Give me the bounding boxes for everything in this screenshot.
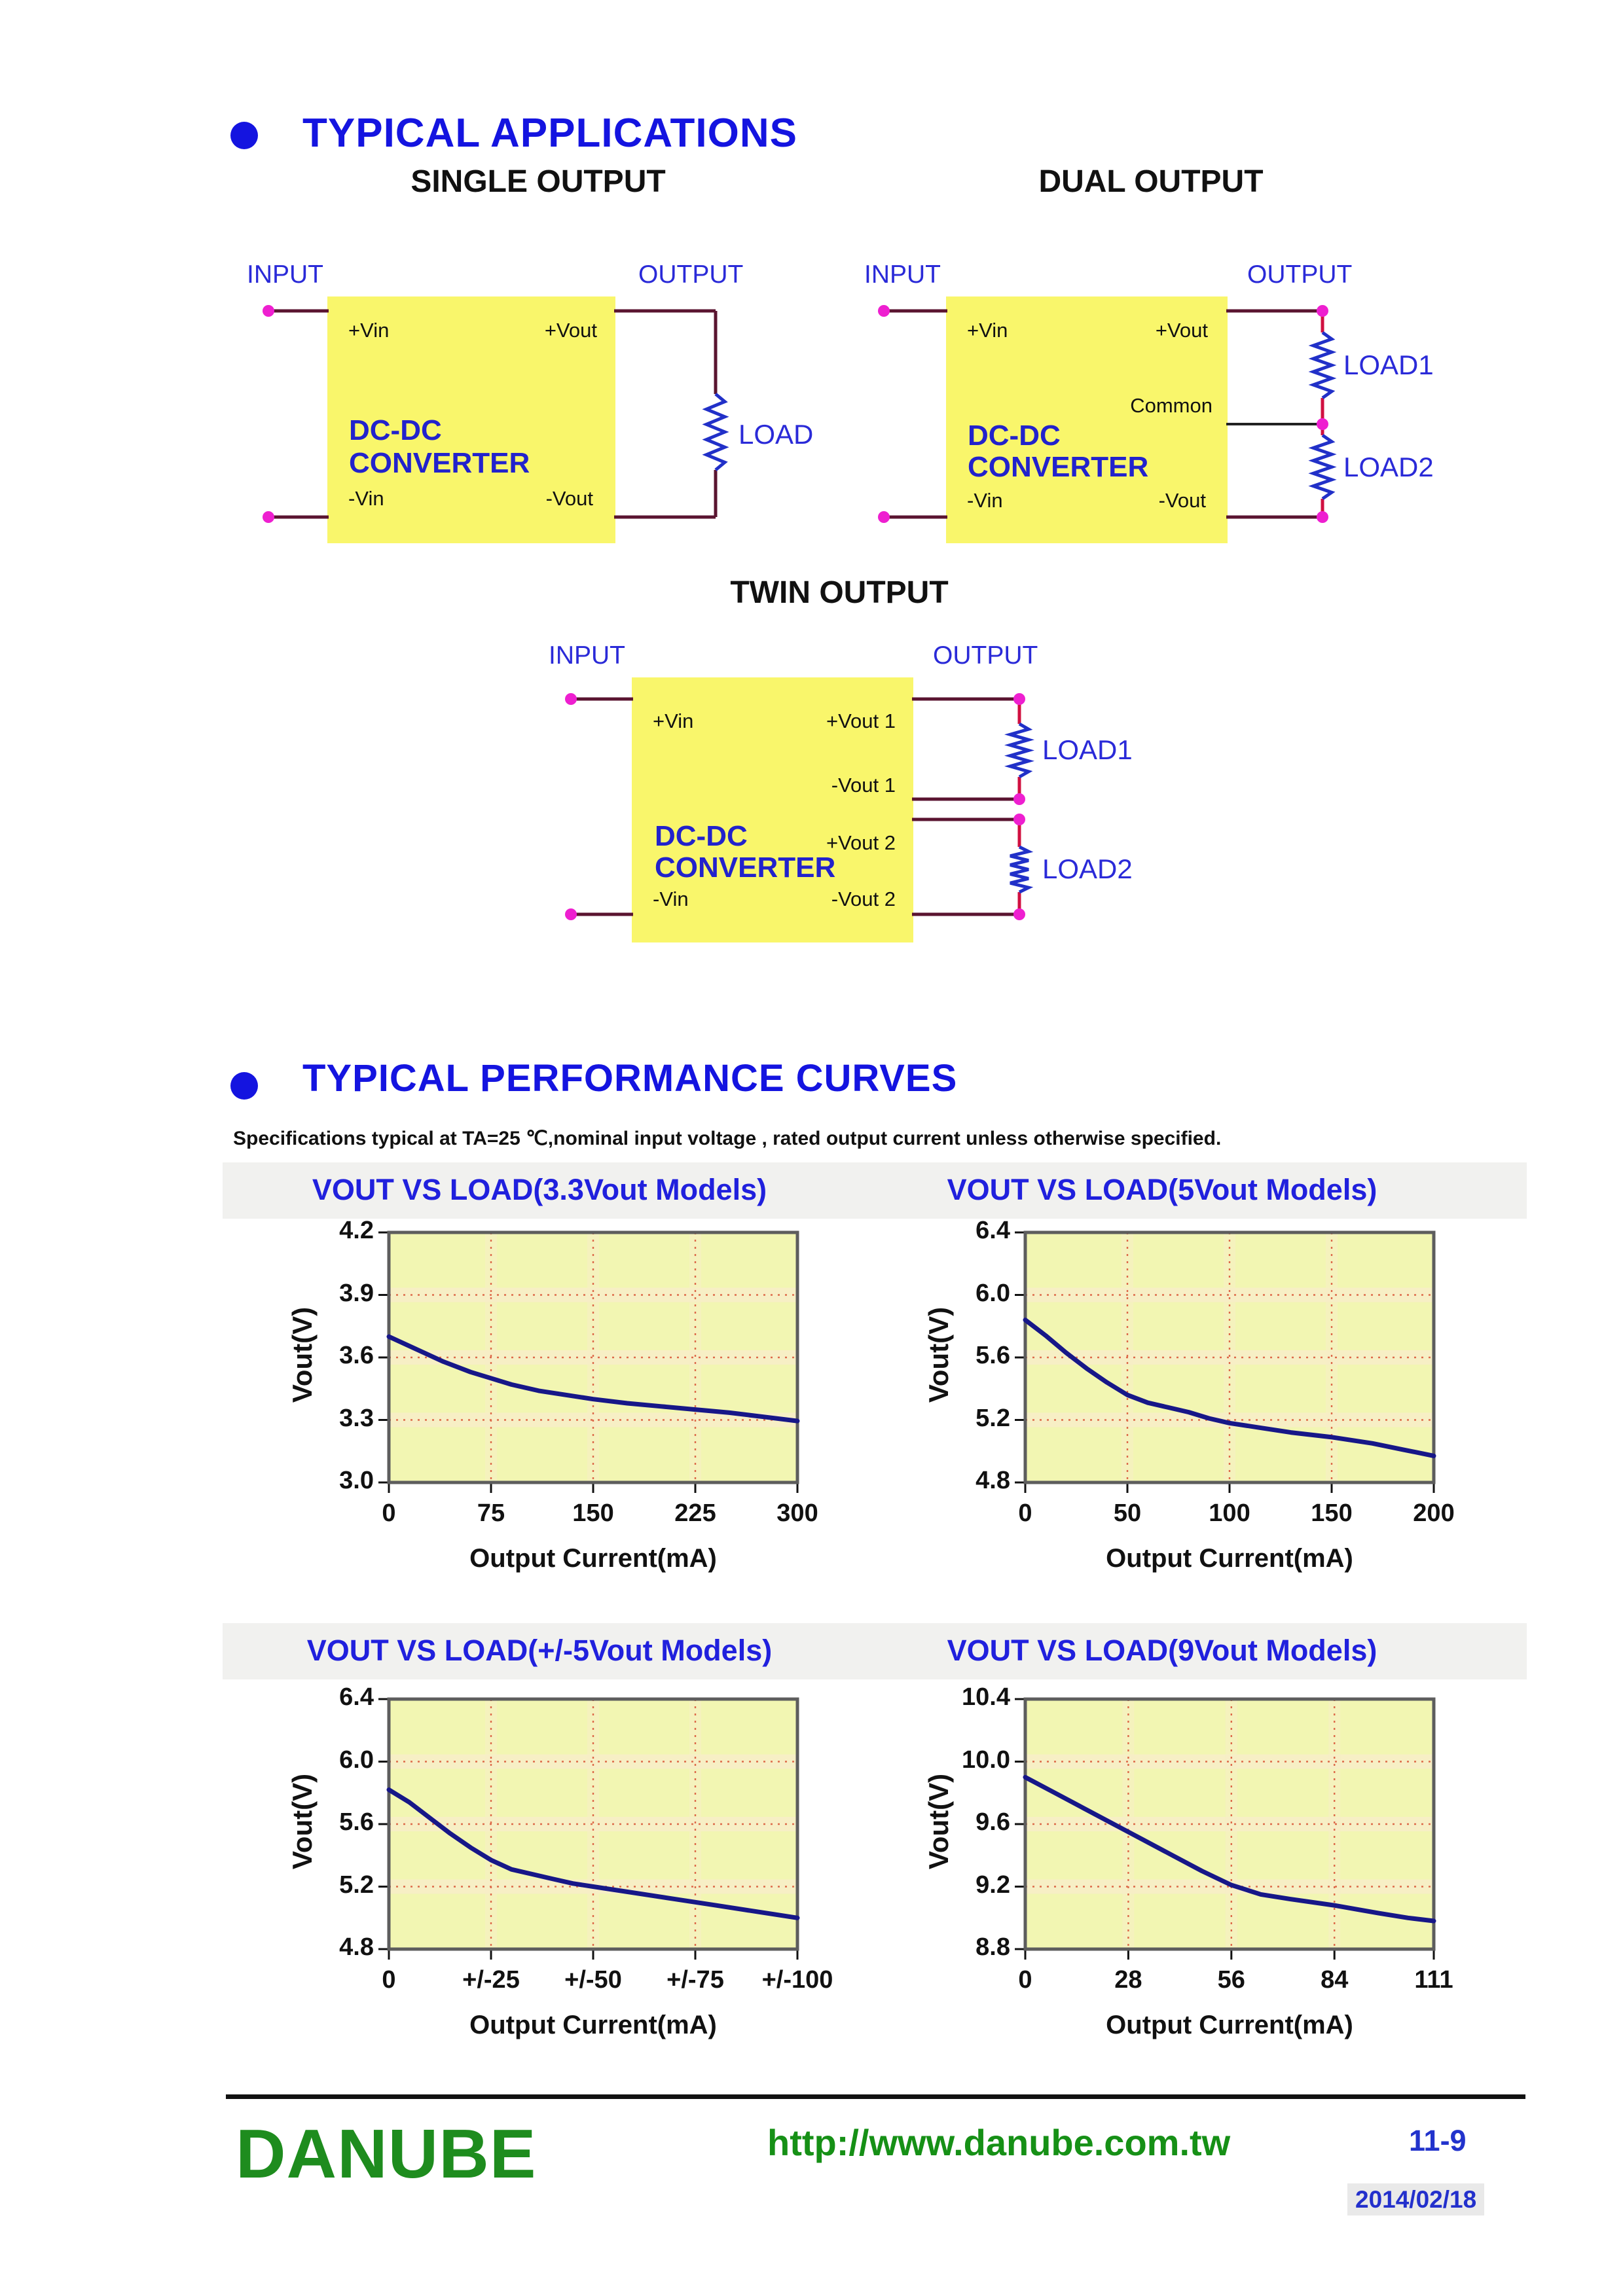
twin-output-diagram — [549, 641, 1133, 942]
y-tick-label: 5.6 — [976, 1342, 1010, 1369]
pin-vin-pos: +Vin — [653, 709, 694, 732]
y-tick-label: 3.0 — [339, 1467, 374, 1494]
load1-resistor — [1010, 724, 1029, 777]
load1-resistor — [1313, 332, 1332, 398]
chart-title-band-row2 — [223, 1623, 1527, 1679]
chart-title-band-row1 — [223, 1162, 1527, 1219]
footer-divider — [226, 2094, 1525, 2099]
pin-vin-neg: -Vin — [348, 487, 384, 510]
x-tick-label: 28 — [1114, 1966, 1142, 1994]
terminal-dot — [878, 511, 890, 523]
x-tick-label: 225 — [674, 1499, 716, 1527]
load1-label: LOAD1 — [1343, 350, 1434, 380]
pin-vout-pos: +Vout — [544, 319, 597, 342]
chart-vout-vs-load-5v — [923, 1217, 1455, 1573]
y-tick-label: 6.4 — [339, 1683, 374, 1711]
junction-dot — [1317, 418, 1328, 430]
chart-plot-area — [389, 1232, 797, 1482]
input-label: INPUT — [247, 260, 323, 289]
pin-vout2-neg: -Vout 2 — [831, 888, 896, 910]
y-tick-label: 10.0 — [962, 1746, 1010, 1774]
section-bullet-icon — [230, 1072, 258, 1100]
website-link[interactable]: http://www.danube.com.tw — [767, 2122, 1231, 2163]
x-tick-label: 50 — [1113, 1499, 1142, 1527]
single-output-heading: SINGLE OUTPUT — [410, 164, 666, 199]
y-tick-label: 6.4 — [976, 1217, 1010, 1244]
x-tick-label: 0 — [382, 1966, 396, 1994]
pin-vout1-neg: -Vout 1 — [831, 774, 896, 797]
y-tick-label: 3.3 — [339, 1404, 374, 1432]
y-tick-label: 3.6 — [339, 1342, 374, 1369]
junction-dot — [1317, 511, 1328, 523]
junction-dot — [1013, 908, 1025, 920]
y-axis-title: Vout(V) — [287, 1773, 318, 1870]
single-output-diagram — [247, 260, 813, 543]
x-axis-title: Output Current(mA) — [469, 2011, 717, 2039]
device-name-line1: DC-DC — [968, 420, 1061, 452]
chart2-title: VOUT VS LOAD(5Vout Models) — [947, 1173, 1377, 1206]
x-tick-label: 111 — [1414, 1966, 1453, 1994]
x-tick-label: 56 — [1217, 1966, 1245, 1994]
output-label: OUTPUT — [933, 641, 1038, 670]
dual-output-diagram — [864, 260, 1434, 543]
y-tick-label: 10.4 — [962, 1683, 1010, 1711]
pin-common: Common — [1130, 394, 1213, 417]
load2-resistor — [1313, 435, 1332, 499]
y-tick-label: 5.6 — [339, 1808, 374, 1836]
device-name-line1: DC-DC — [349, 414, 442, 446]
x-tick-label: +/-50 — [564, 1966, 622, 1994]
pin-vin-neg: -Vin — [653, 888, 689, 910]
spec-note: Specifications typical at TA=25 ℃,nominal input voltage , rated output current unless otherwise specified. — [233, 1128, 1222, 1149]
terminal-dot — [878, 305, 890, 317]
y-tick-label: 4.8 — [976, 1467, 1010, 1494]
chart3-title: VOUT VS LOAD(+/-5Vout Models) — [306, 1634, 773, 1667]
page-number: 11-9 — [1409, 2124, 1467, 2157]
y-tick-label: 5.2 — [339, 1871, 374, 1899]
device-name-line2: CONVERTER — [655, 852, 836, 884]
x-axis-title: Output Current(mA) — [1106, 1544, 1353, 1573]
y-tick-label: 4.2 — [339, 1217, 374, 1244]
x-tick-label: 0 — [1018, 1966, 1032, 1994]
x-tick-label: 150 — [1311, 1499, 1353, 1527]
y-tick-label: 8.8 — [976, 1933, 1010, 1961]
revision-date: 2014/02/18 — [1347, 2183, 1484, 2215]
x-tick-label: +/-25 — [462, 1966, 520, 1994]
y-axis-title: Vout(V) — [287, 1306, 318, 1403]
y-axis-title: Vout(V) — [923, 1773, 954, 1870]
dual-output-heading: DUAL OUTPUT — [1038, 164, 1264, 199]
y-tick-label: 3.9 — [339, 1279, 374, 1307]
application-diagrams — [0, 0, 1623, 1021]
y-tick-label: 6.0 — [339, 1746, 374, 1774]
load2-label: LOAD2 — [1343, 452, 1434, 482]
y-tick-label: 4.8 — [339, 1933, 374, 1961]
x-tick-label: 150 — [572, 1499, 614, 1527]
device-name-line1: DC-DC — [655, 820, 748, 852]
pin-vout-neg: -Vout — [1158, 489, 1206, 512]
pin-vin-pos: +Vin — [348, 319, 390, 342]
y-tick-label: 5.2 — [976, 1404, 1010, 1432]
junction-dot — [1317, 305, 1328, 317]
x-tick-label: 0 — [382, 1499, 396, 1527]
terminal-dot — [565, 908, 577, 920]
x-tick-label: 300 — [776, 1499, 818, 1527]
pin-vout-pos: +Vout — [1155, 319, 1208, 342]
load2-label: LOAD2 — [1042, 853, 1133, 884]
y-axis-title: Vout(V) — [923, 1306, 954, 1403]
x-tick-label: +/-75 — [666, 1966, 724, 1994]
load-label: LOAD — [739, 419, 814, 450]
y-tick-label: 9.6 — [976, 1808, 1010, 1836]
pin-vin-neg: -Vin — [967, 489, 1003, 512]
x-tick-label: 0 — [1018, 1499, 1032, 1527]
applications-section-title: TYPICAL APPLICATIONS — [302, 111, 798, 156]
load2-resistor — [1010, 847, 1029, 892]
device-name-line2: CONVERTER — [968, 451, 1149, 483]
y-tick-label: 6.0 — [976, 1279, 1010, 1307]
pin-vout-neg: -Vout — [545, 487, 593, 510]
x-axis-title: Output Current(mA) — [1106, 2011, 1353, 2039]
x-tick-label: 200 — [1413, 1499, 1455, 1527]
output-label: OUTPUT — [1247, 260, 1353, 289]
chart-vout-vs-load-3v3 — [287, 1217, 818, 1573]
input-label: INPUT — [864, 260, 941, 289]
chart-plot-area — [1025, 1699, 1434, 1949]
x-tick-label: 100 — [1209, 1499, 1250, 1527]
chart4-title: VOUT VS LOAD(9Vout Models) — [947, 1634, 1377, 1667]
chart1-title: VOUT VS LOAD(3.3Vout Models) — [312, 1173, 767, 1206]
terminal-dot — [263, 511, 274, 523]
x-axis-title: Output Current(mA) — [469, 1544, 717, 1573]
brand-logo: DANUBE — [236, 2115, 537, 2193]
output-label: OUTPUT — [638, 260, 744, 289]
load-resistor — [706, 394, 725, 470]
pin-vout2-pos: +Vout 2 — [826, 831, 896, 854]
twin-output-heading: TWIN OUTPUT — [730, 575, 949, 610]
y-tick-label: 9.2 — [976, 1871, 1010, 1899]
chart-plot-area — [1025, 1232, 1434, 1482]
load1-label: LOAD1 — [1042, 734, 1133, 765]
chart-plot-area — [389, 1699, 797, 1949]
x-tick-label: 84 — [1321, 1966, 1349, 1994]
x-tick-label: +/-100 — [761, 1966, 833, 1994]
terminal-dot — [263, 305, 274, 317]
chart-vout-vs-load-pm5v — [287, 1683, 833, 2039]
junction-dot — [1013, 793, 1025, 805]
chart-vout-vs-load-9v — [923, 1683, 1453, 2039]
x-tick-label: 75 — [477, 1499, 505, 1527]
junction-dot — [1013, 693, 1025, 705]
performance-section-title: TYPICAL PERFORMANCE CURVES — [302, 1057, 958, 1100]
device-name-line2: CONVERTER — [349, 447, 530, 479]
terminal-dot — [565, 693, 577, 705]
input-label: INPUT — [549, 641, 625, 670]
pin-vout1-pos: +Vout 1 — [826, 709, 896, 732]
junction-dot — [1013, 814, 1025, 825]
pin-vin-pos: +Vin — [967, 319, 1008, 342]
